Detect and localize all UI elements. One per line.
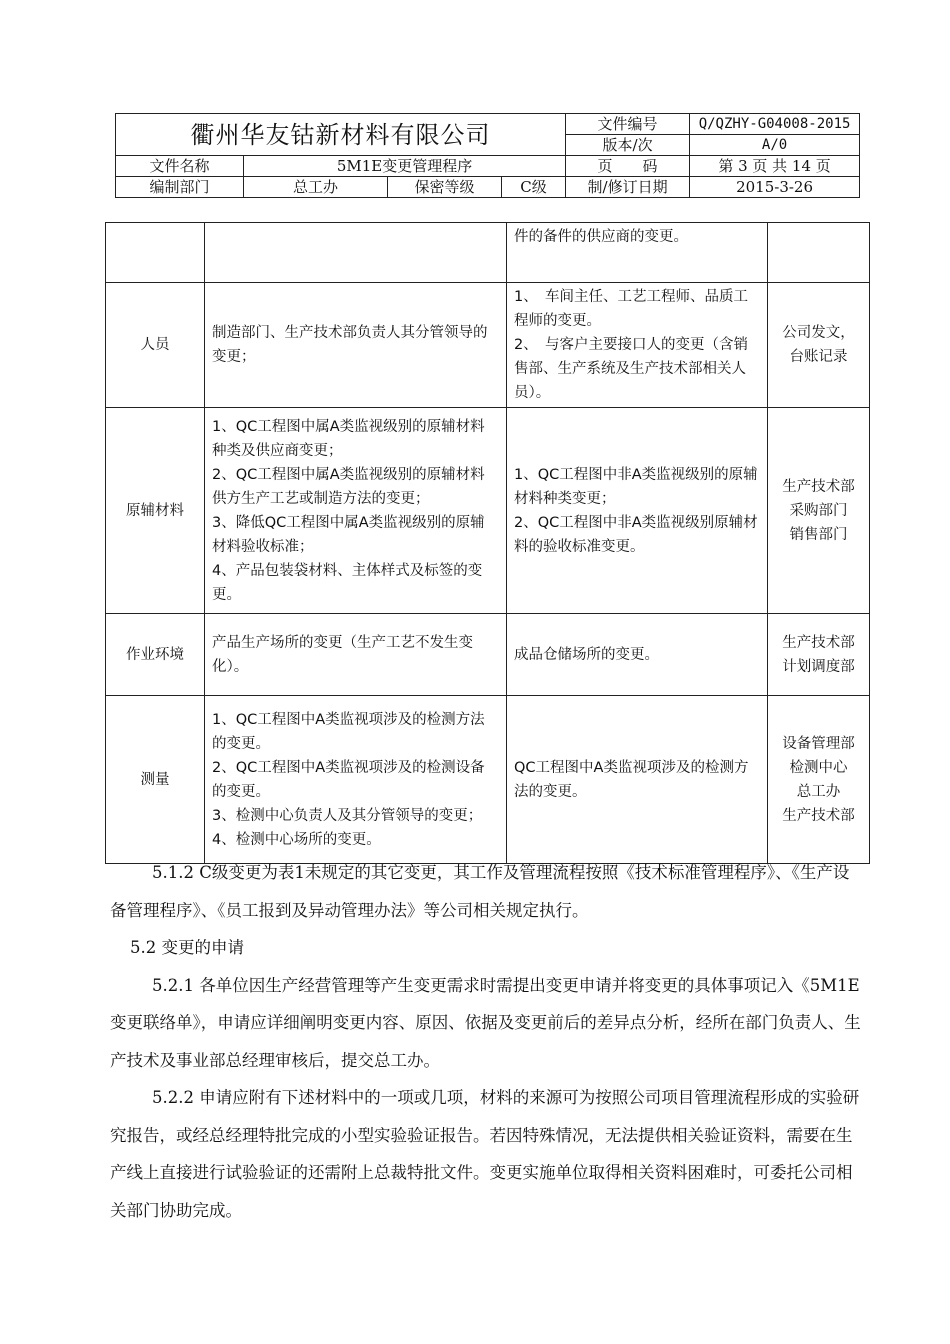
record-item: 采购部门: [789, 502, 848, 519]
record-cell: [768, 223, 870, 283]
date-label: 制/修订日期: [566, 177, 690, 198]
version-value: A/0: [690, 135, 860, 156]
level-a-cell: [205, 223, 507, 283]
level-a-item: 1、QC工程图中属A类监视级别的原辅材料种类及供应商变更；: [212, 418, 485, 459]
level-a-item: 2、QC工程图中属A类监视级别的原辅材料供方生产工艺或制造方法的变更；: [212, 466, 485, 507]
record-item: 台账记录: [789, 349, 848, 365]
level-a-item: 产品生产场所的变更（生产工艺不发生变化）。: [212, 634, 473, 675]
level-b-cell: [507, 408, 768, 614]
record-item: 生产技术部: [782, 478, 855, 495]
record-cell: [768, 283, 870, 408]
record-item: 计划调度部: [782, 658, 855, 675]
doc-number-label: 文件编号: [566, 114, 690, 135]
doc-number-value: Q/QZHY-G04008-2015: [690, 114, 860, 135]
level-a-item: 4、检测中心场所的变更。: [212, 831, 381, 848]
record-item: 销售部门: [789, 526, 848, 543]
level-a-cell: [205, 696, 507, 864]
level-b-cell: [507, 223, 768, 283]
level-a-cell: [205, 408, 507, 614]
date-value: 2015-3-26: [690, 177, 860, 198]
dept-label: 编制部门: [116, 177, 244, 198]
record-item: 设备管理部: [782, 735, 855, 752]
table-row: [106, 223, 870, 283]
page-label: 页 码: [566, 156, 690, 177]
record-item: 生产技术部: [782, 634, 855, 651]
table-row: [106, 408, 870, 614]
level-b-cell: [507, 614, 768, 696]
level-a-item: 3、检测中心负责人及其分管领导的变更；: [212, 807, 483, 824]
level-b-cell: [507, 696, 768, 864]
level-a-item: 4、产品包装袋材料、主体样式及标签的变更。: [212, 562, 483, 603]
level-a-item: 1、QC工程图中A类监视项涉及的检测方法的变更。: [212, 711, 485, 752]
table-row: [106, 696, 870, 864]
record-item: 生产技术部: [782, 807, 855, 824]
level-a-item: 3、降低QC工程图中属A类监视级别的原辅材料验收标准；: [212, 514, 485, 555]
level-b-cell: [507, 283, 768, 408]
level-b-item: 成品仓储场所的变更。: [514, 646, 659, 663]
level-b-item: 2、QC工程图中非A类监视级别原辅材料的验收标准变更。: [514, 514, 758, 555]
level-b-item: 2、 与客户主要接口人的变更（含销售部、生产系统及生产技术部相关人员）。: [514, 337, 748, 401]
document-header-table: [115, 113, 860, 198]
level-a-item: 制造部门、生产技术部负责人其分管领导的变更；: [212, 325, 488, 365]
record-item: 公司发文，: [782, 325, 855, 341]
body-text: [110, 854, 862, 1229]
record-cell: [768, 614, 870, 696]
category-cell: 测量: [106, 696, 205, 864]
record-cell: [768, 408, 870, 614]
category-cell: [106, 223, 205, 283]
record-item: 检测中心: [789, 759, 848, 776]
level-b-item: QC工程图中A类监视项涉及的检测方法的变更。: [514, 759, 749, 800]
record-cell: [768, 696, 870, 864]
level-b-item: 1、QC工程图中非A类监视级别的原辅材料种类变更；: [514, 466, 758, 507]
record-item: 总工办: [796, 783, 841, 800]
file-name-value: 5M1E变更管理程序: [244, 156, 566, 177]
category-cell: 人员: [106, 283, 205, 408]
category-cell: 作业环境: [106, 614, 205, 696]
dept-value: 总工办: [244, 177, 388, 198]
company-name: 衢州华友钴新材料有限公司: [116, 114, 566, 156]
version-label: 版本/次: [566, 135, 690, 156]
level-a-cell: [205, 283, 507, 408]
table-row: [106, 283, 870, 408]
category-cell: 原辅材料: [106, 408, 205, 614]
paragraph-5-2-2: 5.2.2 申请应附有下述材料中的一项或几项，材料的来源可为按照公司项目管理流程形成的实验研究报告，或经总经理特批完成的小型实验验证报告。若因特殊情况，无法提供相关验证资料，需要在生产线上直接进行试验验证的还需附上总裁特批文件。变更实施单位取得相关资料困难时，可委托公司相关部门协助完成。: [110, 1088, 860, 1220]
level-b-item: 件的备件的供应商的变更。: [514, 229, 688, 245]
level-a-cell: [205, 614, 507, 696]
file-name-label: 文件名称: [116, 156, 244, 177]
level-a-item: 2、QC工程图中A类监视项涉及的检测设备的变更。: [212, 759, 485, 800]
paragraph-5-2-1: 5.2.1 各单位因生产经营管理等产生变更需求时需提出变更申请并将变更的具体事项记入《5M1E变更联络单》，申请应详细阐明变更内容、原因、依据及变更前后的差异点分析，经所在部门负责人、生产技术及事业部总经理审核后，提交总工办。: [110, 975, 861, 1070]
secrecy-label: 保密等级: [388, 177, 502, 198]
level-b-item: 1、 车间主任、工艺工程师、品质工程师的变更。: [514, 289, 748, 329]
table-row: [106, 614, 870, 696]
page-value: 第 3 页 共 14 页: [690, 156, 860, 177]
change-level-table: [105, 222, 870, 864]
section-heading-5-2: 5.2 变更的申请: [130, 938, 244, 957]
secrecy-value: C级: [502, 177, 566, 198]
paragraph-5-1-2: 5.1.2 C级变更为表1未规定的其它变更，其工作及管理流程按照《技术标准管理程序》、《生产设备管理程序》、《员工报到及异动管理办法》等公司相关规定执行。: [110, 863, 850, 920]
